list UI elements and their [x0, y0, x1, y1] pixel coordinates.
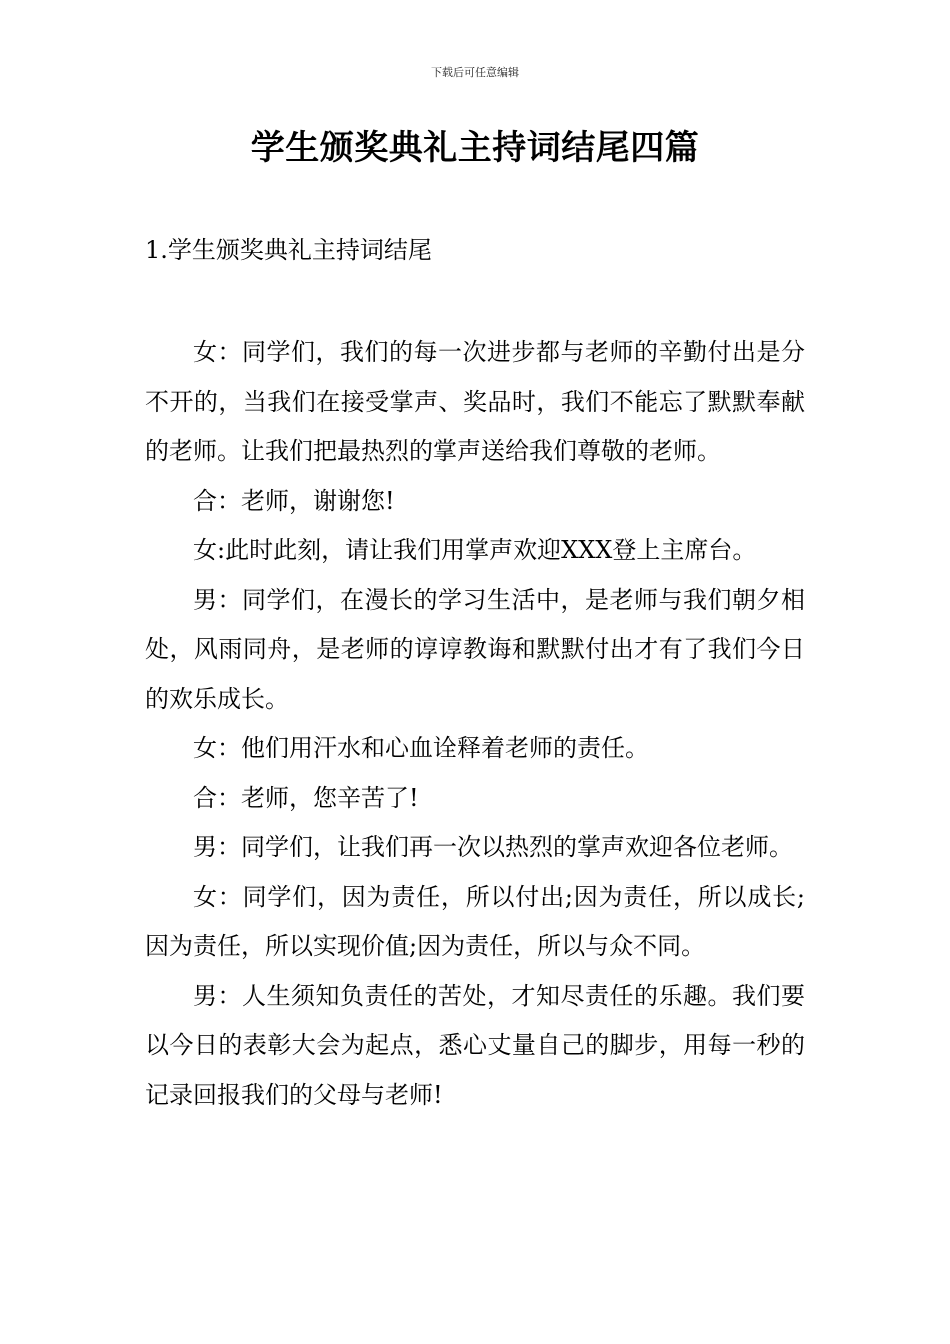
- header-note: 下载后可任意编辑: [431, 66, 519, 79]
- paragraph: 合：老师，您辛苦了!: [193, 783, 419, 812]
- paragraph: 女：同学们，因为责任，所以付出;因为责任，所以成长;因为责任，所以实现价值;因为责任，所以与众不同。: [145, 882, 805, 960]
- paragraph: 男：同学们，让我们再一次以热烈的掌声欢迎各位老师。: [193, 833, 793, 861]
- paragraph: 女:此时此刻，请让我们用掌声欢迎XXX登上主席台。: [193, 536, 757, 564]
- document-title: 学生颁奖典礼主持词结尾四篇: [250, 128, 700, 168]
- paragraph: 女：同学们，我们的每一次进步都与老师的辛勤付出是分不开的，当我们在接受掌声、奖品时，我们不能忘了默默奉献的老师。让我们把最热烈的掌声送给我们尊敬的老师。: [145, 338, 805, 465]
- paragraph: 合：老师，谢谢您!: [193, 486, 395, 515]
- paragraph: 男：人生须知负责任的苦处，才知尽责任的乐趣。我们要以今日的表彰大会为起点，悉心丈量自己的脚步，用每一秒的记录回报我们的父母与老师!: [145, 981, 805, 1109]
- paragraph: 男：同学们，在漫长的学习生活中，是老师与我们朝夕相处，风雨同舟，是老师的谆谆教诲和默默付出才有了我们今日的欢乐成长。: [145, 585, 805, 713]
- paragraph: 女：他们用汗水和心血诠释着老师的责任。: [193, 734, 649, 762]
- document-body: [145, 328, 805, 1120]
- section-heading: 1.学生颁奖典礼主持词结尾: [145, 236, 432, 264]
